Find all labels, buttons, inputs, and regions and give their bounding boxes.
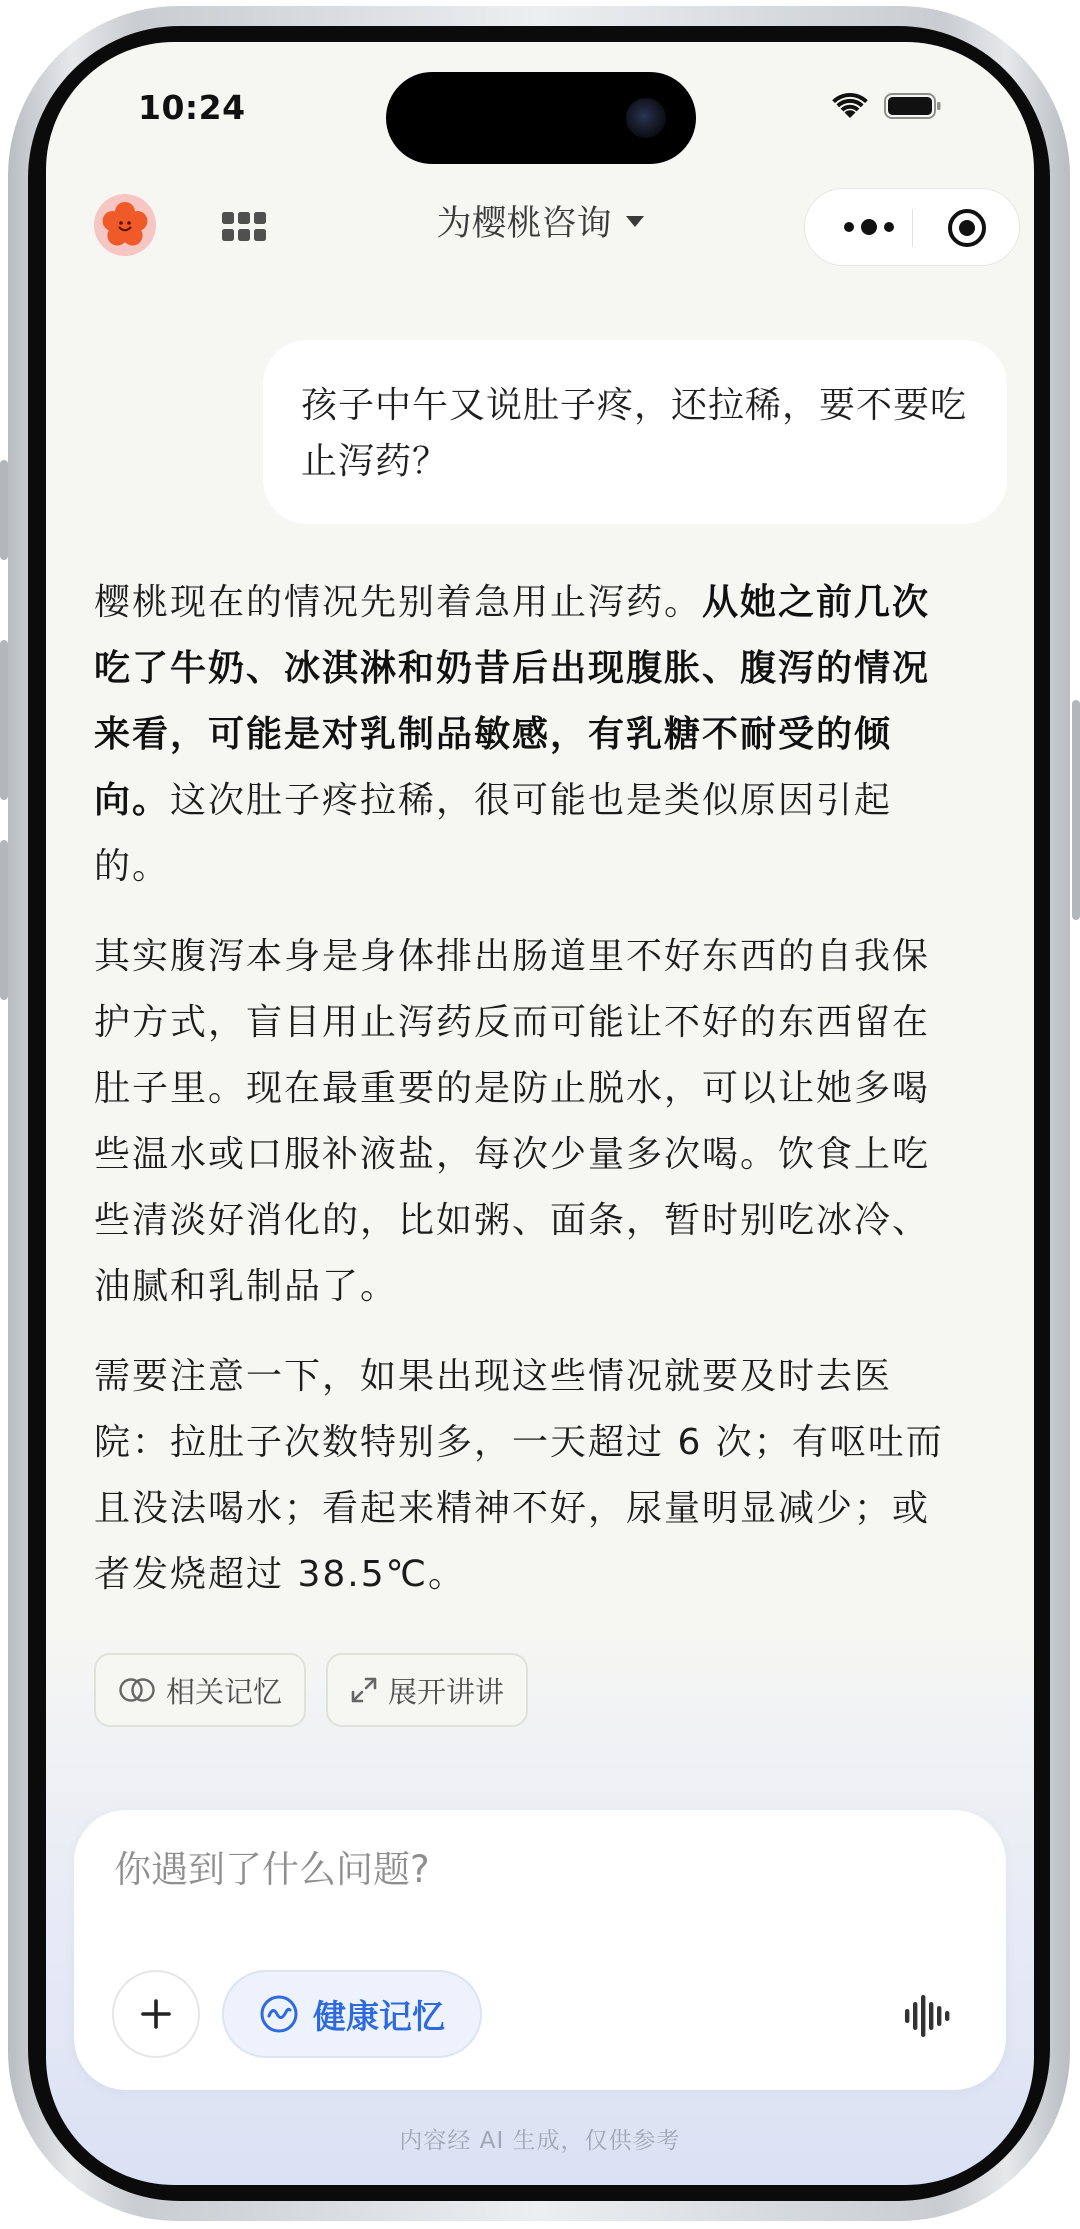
reply-p1-bold: 从她之前几次吃了牛奶、冰淇淋和奶昔后出现腹胀、腹泻的情况来看，可能是对乳制品敏感，有乳糖不耐受的倾向。 <box>94 582 931 821</box>
health-memory-label: 健康记忆 <box>313 1996 445 2036</box>
wifi-icon <box>832 92 868 120</box>
action-button <box>0 460 8 560</box>
volume-up-button <box>0 640 8 800</box>
reply-chips <box>94 1653 528 1727</box>
add-button[interactable] <box>112 1970 200 2058</box>
volume-down-button <box>0 840 8 1000</box>
status-time: 10:24 <box>138 88 246 127</box>
miniprogram-capsule <box>804 188 1020 266</box>
caret-down-icon <box>626 216 644 227</box>
related-memory-label: 相关记忆 <box>166 1674 283 1709</box>
reply-paragraph-3: 需要注意一下，如果出现这些情况就要及时去医院：拉肚子次数特别多，一天超过 6 次；有呕吐而且没法喝水；看起来精神不好，尿量明显减少；或者发烧超过 38.5℃。 <box>94 1356 944 1595</box>
expand-chip[interactable] <box>326 1653 528 1727</box>
health-memory-button[interactable] <box>222 1970 482 2058</box>
expand-label: 展开讲讲 <box>388 1674 505 1709</box>
dynamic-island <box>386 72 696 164</box>
reply-paragraph-1 <box>94 570 954 900</box>
close-target-icon[interactable] <box>946 207 988 249</box>
more-icon[interactable] <box>839 215 899 239</box>
linked-circles-icon <box>118 1677 156 1703</box>
capsule-divider <box>912 209 913 247</box>
battery-icon <box>884 92 942 120</box>
screen <box>46 42 1034 2185</box>
health-wave-icon <box>259 1994 299 2034</box>
status-icons <box>832 92 942 120</box>
plus-icon <box>140 1998 172 2030</box>
assistant-reply <box>94 570 954 1632</box>
composer <box>74 1810 1006 2090</box>
reply-p1-intro: 樱桃现在的情况先别着急用止泻药。 <box>94 582 703 623</box>
question-input[interactable] <box>114 1848 814 1891</box>
voice-waveform-icon[interactable] <box>904 1994 950 2038</box>
nav-title: 为樱桃咨询 <box>436 204 612 244</box>
user-message-bubble: 孩子中午又说肚子疼，还拉稀，要不要吃止泻药？ <box>263 340 1007 524</box>
related-memory-chip[interactable] <box>94 1653 306 1727</box>
expand-arrows-icon <box>350 1676 378 1704</box>
camera-icon <box>626 98 666 138</box>
reply-paragraph-2: 其实腹泻本身是身体排出肠道里不好东西的自我保护方式，盲目用止泻药反而可能让不好的东西留在肚子里。现在最重要的是防止脱水，可以让她多喝些温水或口服补液盐，每次少量多次喝。饮食上吃些清淡好消化的，比如粥、面条，暂时别吃冰冷、油腻和乳制品了。 <box>94 936 931 1307</box>
power-button <box>1072 700 1080 920</box>
reply-p1-end: 这次肚子疼拉稀，很可能也是类似原因引起的。 <box>94 780 893 887</box>
ai-disclaimer: 内容经 AI 生成，仅供参考 <box>399 2128 681 2154</box>
